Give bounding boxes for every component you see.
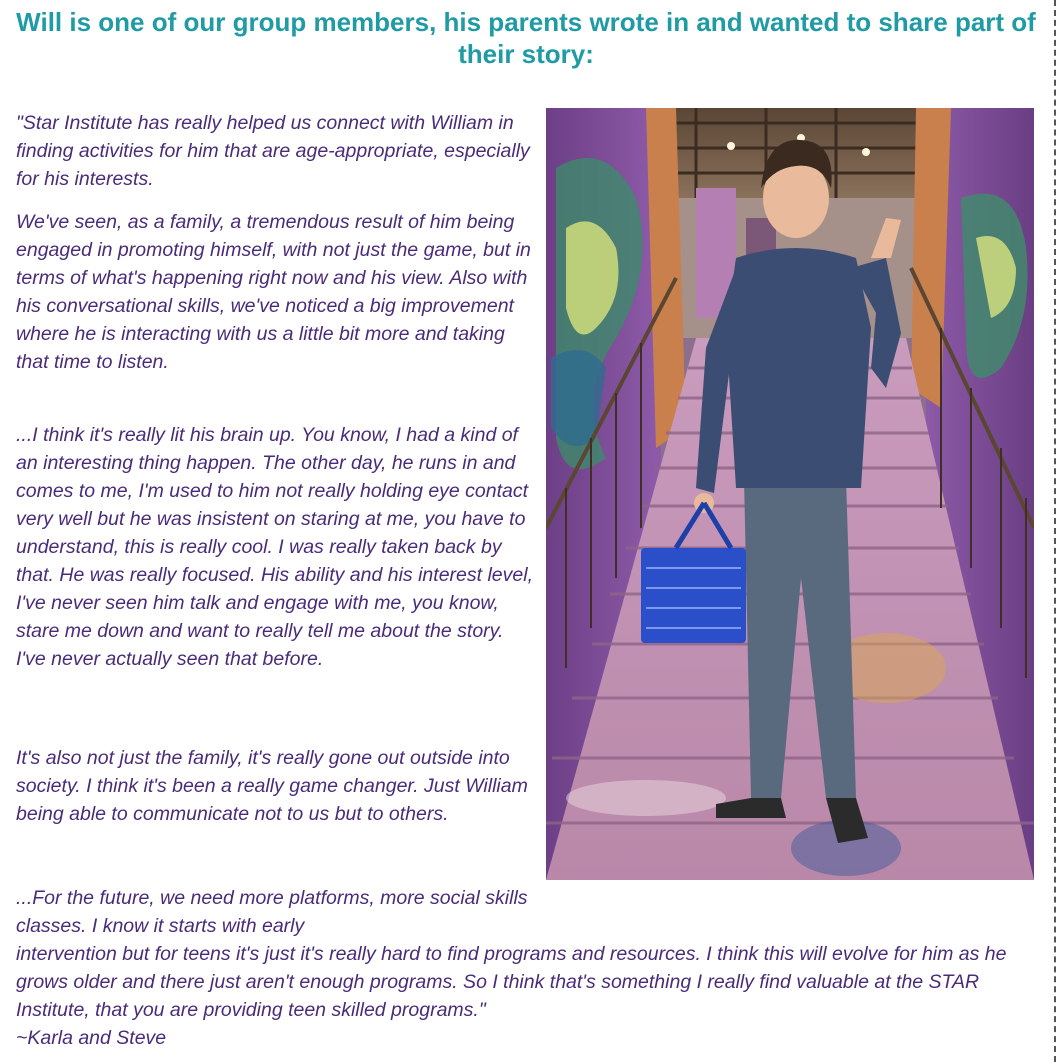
photo-of-teen-on-staircase-icon: [546, 108, 1034, 880]
signature: ~Karla and Steve: [16, 1027, 167, 1049]
story-paragraph-4: It's also not just the family, it's really gone out outside into society. I think it's been a really game changer. Just William being able to communicate not to us but to others.: [16, 747, 528, 825]
story-photo: [546, 108, 1034, 880]
story-paragraph-2: We've seen, as a family, a tremendous result of him being engaged in promoting himself, with not just the game, but in terms of what's happening right now and his view. Also with his conversational skills, we've noticed a big improvement where he is interacting with us a little bit more and taking that time to listen.: [16, 211, 531, 373]
story-paragraph-1: "Star Institute has really helped us connect with William in finding activities for him that are age-appropriate, especially for his interests.: [16, 112, 530, 190]
story-paragraph-5: [16, 884, 1046, 1052]
story-paragraph-5-rest: intervention but for teens it's just it's really hard to find programs and resources. I think this will evolve for him as he grows older and there just aren't enough programs. So I think that's something I really find valuable at the STAR Institute, that you are providing teen skilled programs.": [16, 943, 1007, 1021]
story-paragraph-5-intro: ...For the future, we need more platforms, more social skills classes. I know it starts with early: [16, 887, 528, 937]
page-heading: Will is one of our group members, his parents wrote in and wanted to share part of their story:: [16, 7, 1036, 69]
story-paragraph-3: ...I think it's really lit his brain up. You know, I had a kind of an interesting thing happen. The other day, he runs in and comes to me, I'm used to him not really holding eye contact very well but he was insistent on staring at me, you have to understand, this is really cool. I was really taken back by that. He was really focused. His ability and his interest level, I've never seen him talk and engage with me, you know, stare me down and want to really tell me about the story. I've never actually seen that before.: [16, 424, 533, 670]
dashed-border: [1054, 0, 1056, 1062]
